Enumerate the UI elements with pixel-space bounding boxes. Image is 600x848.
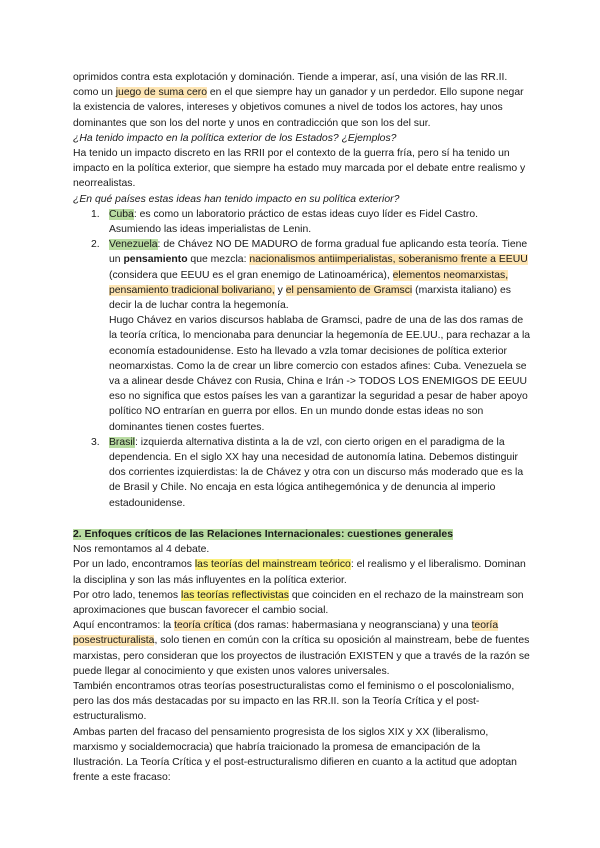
section-2-mainstream: Por un lado, encontramos las teorías del mainstream teórico: el realismo y el liberalismo. Dominan la disciplina y son las más influyentes en la política exterior. xyxy=(73,559,526,586)
label-brasil: Brasil xyxy=(109,436,135,448)
list-item-cuba: 1. Cuba: es como un laboratorio práctico de estas ideas cuyo líder es Fidel Castro. Asumiendo las ideas imperialistas de Lenin. xyxy=(91,208,479,236)
venezuela-paragraph-2: Hugo Chávez en varios discursos hablaba de Gramsci, padre de una de las dos ramas de la teoría crítica, lo mencionaba para denunciar la hegemonía de EE.UU., para rechazar a la economía estadounidense. Esto ha llevado a vzla tomar decisiones de política exterior neomarxistas. Como la de crear un libre comercio con estados afines: Cuba. Venezuela se va a alinear desde Chávez con Rusia, China e Irán -> TODOS LOS ENEMIGOS DE EEUU eso no significa que estos países les van a garantizar la seguridad a pesar de haber apoyo político NO entrarían en guerra por ellos. En un mundo donde estas ideas no son dominantes tienen costes fuertes. xyxy=(109,315,531,433)
section-2-fracaso: Ambas parten del fracaso del pensamiento progresista de los siglos XIX y XX (liberalismo, marxismo y socialdemocracia) que habría traicionado la promesa de emancipación de la Ilustración. La Teoría Crítica y el post-estructuralismo difieren en cuanto a la actitud que adoptan frente a este fracaso: xyxy=(73,726,517,784)
answer-impact: Ha tenido un impacto discreto en las RRII por el contexto de la guerra fría, pero sí ha tenido un impacto en la política exterior, que siempre ha estado muy marcada por el debate entre realismo y neorrealistas. xyxy=(73,148,526,190)
question-countries: ¿En qué países estas ideas han tenido impacto en su política exterior? xyxy=(73,193,400,205)
section-2-line-1: Nos remontamos al 4 debate. xyxy=(73,544,210,556)
label-venezuela: Venezuela xyxy=(109,239,158,251)
list-item-venezuela: 2. Venezuela: de Chávez NO DE MADURO de forma gradual fue aplicando esta teoría. Tiene un pensamiento que mezcla: nacionalismos antiimperialistas, soberanismo frente a EEUU (considera que EEUU es el gran enemigo de Latinoamérica), elementos neomarxistas, pensamiento tradicional bolivariano, y el pensamiento de Gramsci (marxista italiano) es decir la de luchar contra la hegemonía. Hugo Chávez en varios discursos hablaba de Gramsci, padre de una de las dos ramas de la teoría crítica, lo mencionaba para denunciar la hegemonía de EE.UU., para rechazar a la economía estadounidense. Esto ha llevado a vzla tomar decisiones de política exterior neomarxistas. Como la de crear un libre comercio con estados afines: Cuba. Venezuela se va a alinear desde Chávez con Rusia, China e Irán -> TODOS LOS ENEMIGOS DE EEUU eso no significa que estos países les van a garantizar la seguridad a pesar de haber apoyo político NO entrarían en guerra por ellos. En un mundo donde estas ideas no son dominantes tienen costes fuertes. xyxy=(73,237,531,435)
countries-list xyxy=(73,207,531,511)
section-2-teorias: Aquí encontramos: la teoría crítica (dos ramas: habermasiana y neogransciana) y una teoría posestructuralista, solo tienen en común con la crítica su oposición al mainstream, bebe de fuentes marxistas, pero consideran que los proyectos de ilustración EXISTEN y que a través de la razón se puede llegar al conocimiento y que existen unos valores universales. xyxy=(73,620,530,677)
intro-paragraph: oprimidos contra esta explotación y dominación. Tiende a imperar, así, una visión de las RR.II. como un juego de suma cero en el que siempre hay un ganador y un perdedor. Ello supone negar la existencia de valores, intereses y objetivos comunes a nivel de todos los actores, hay unos dominantes que son los del norte y unos en contradicción que son los del sur. xyxy=(73,72,524,129)
section-2-otras: También encontramos otras teorías posestructuralistas como el feminismo o el poscolonialismo, pero las dos más destacadas por su impacto en las RR.II. son la Teoría Crítica y el post-estructuralismo. xyxy=(73,680,515,723)
section-2-heading: 2. Enfoques críticos de las Relaciones Internacionales: cuestiones generales xyxy=(73,528,453,540)
document-body xyxy=(73,70,531,785)
question-impact: ¿Ha tenido impacto en la política exterior de los Estados? ¿Ejemplos? xyxy=(73,132,397,144)
list-item-brasil: 3. Brasil: izquierda alternativa distinta a la de vzl, con cierto origen en el paradigma de la dependencia. En el siglo XX hay una necesidad de autonomía latina. Debemos distinguir dos corrientes izquierdistas: la de Chávez y otra con un discurso más moderado que es la de Brasil y Chile. No encaja en esta lógica antihegemónica y de denuncia al imperio estadounidense. xyxy=(91,436,524,509)
label-cuba: Cuba xyxy=(109,208,134,220)
section-2-reflectivistas: Por otro lado, tenemos las teorías reflectivistas que coinciden en el rechazo de la mainstream son aproximaciones que buscan favorecer el cambio social. xyxy=(73,589,524,616)
highlight-juego-suma-cero: juego de suma cero xyxy=(115,87,208,99)
